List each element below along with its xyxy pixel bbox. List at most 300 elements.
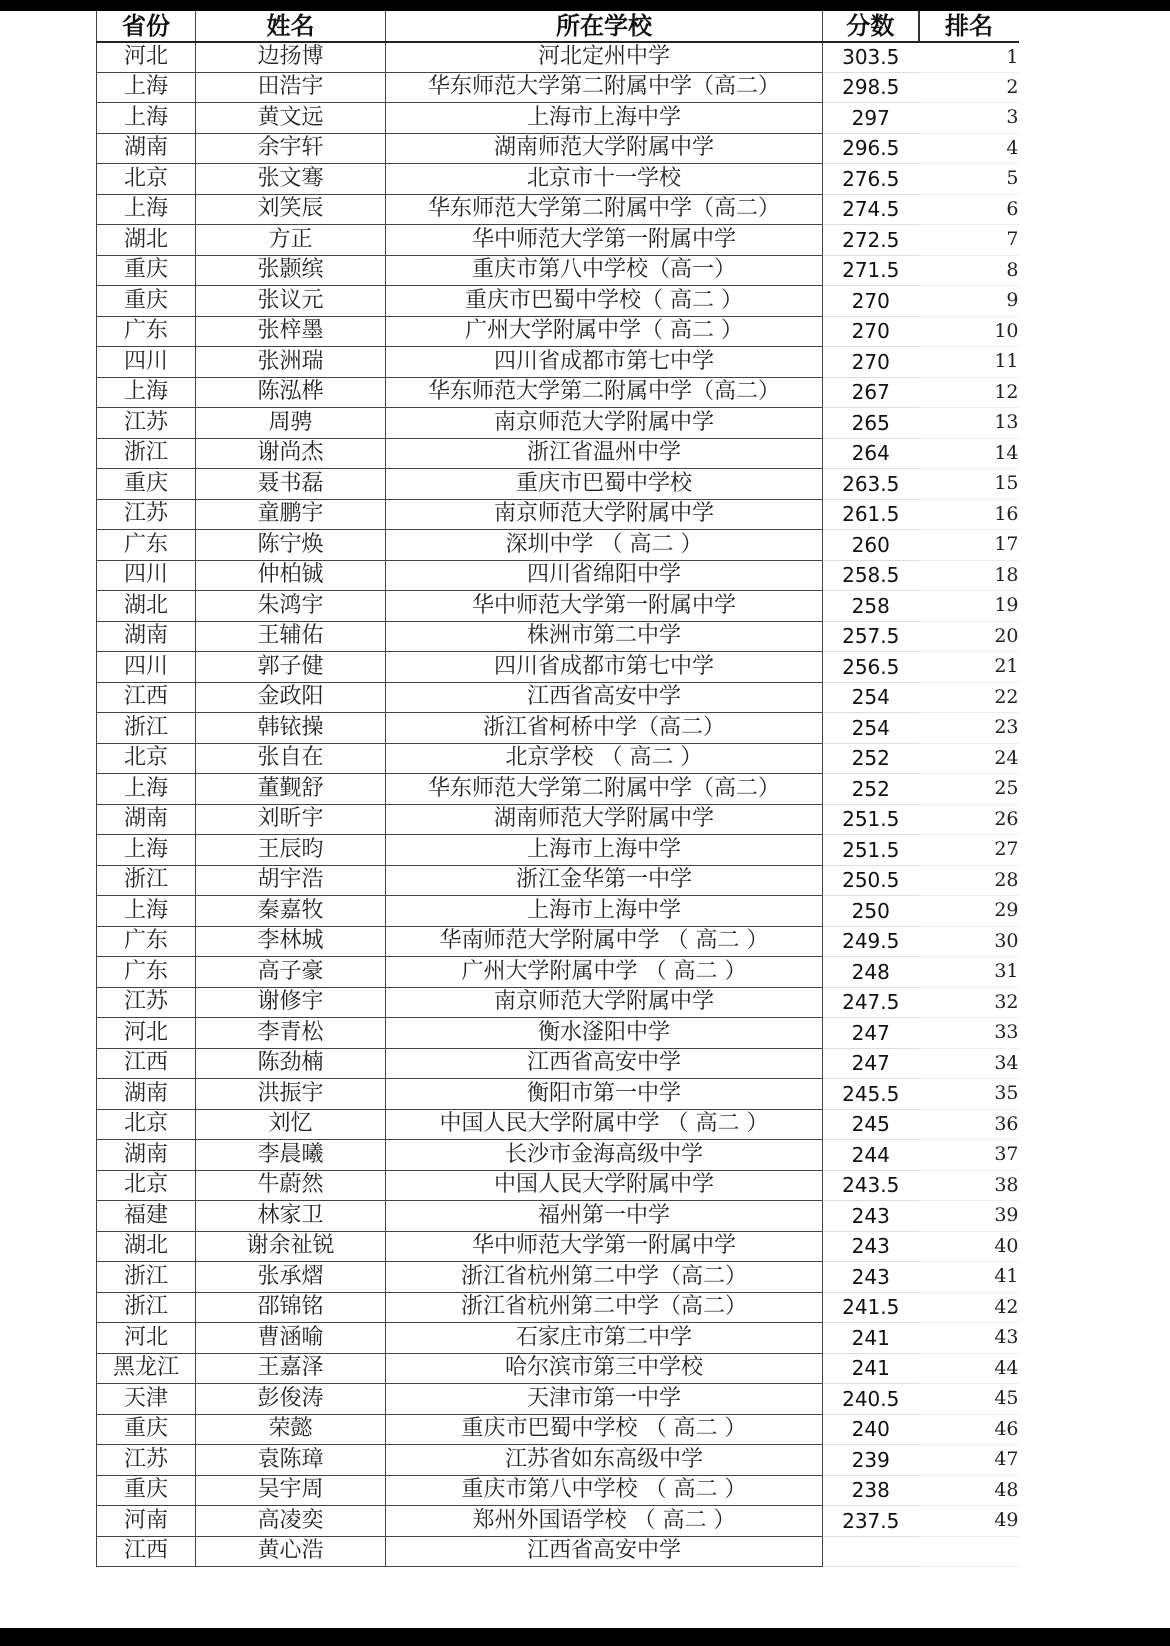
- header-school: 所在学校: [386, 11, 823, 42]
- cell-name: 聂书磊: [196, 469, 386, 500]
- table-row: [97, 133, 1019, 164]
- cell-name: 高子豪: [196, 957, 386, 988]
- cell-name: 秦嘉牧: [196, 896, 386, 927]
- cell-school: 华东师范大学第二附属中学（高二）: [386, 194, 823, 225]
- cell-score: 260: [823, 530, 919, 561]
- cell-province: 重庆: [97, 1475, 196, 1506]
- cell-name: 谢尚杰: [196, 438, 386, 469]
- cell-name: 刘笑辰: [196, 194, 386, 225]
- table-row: [97, 591, 1019, 622]
- cell-rank: 11: [919, 347, 1019, 378]
- cell-school: 深圳中学 （ 高二 ）: [386, 530, 823, 561]
- cell-province: 重庆: [97, 1414, 196, 1445]
- cell-school: 福州第一中学: [386, 1201, 823, 1232]
- cell-score: 252: [823, 743, 919, 774]
- cell-score: 250: [823, 896, 919, 927]
- table-row: [97, 438, 1019, 469]
- cell-school: 浙江省杭州第二中学（高二）: [386, 1262, 823, 1293]
- cell-school: 株洲市第二中学: [386, 621, 823, 652]
- cell-rank: 14: [919, 438, 1019, 469]
- cell-school: 中国人民大学附属中学: [386, 1170, 823, 1201]
- ranking-table: [96, 11, 1019, 1567]
- cell-rank: 8: [919, 255, 1019, 286]
- table-row: [97, 987, 1019, 1018]
- table-row: [97, 347, 1019, 378]
- table-row: [97, 835, 1019, 866]
- cell-province: 上海: [97, 896, 196, 927]
- cell-school: 四川省成都市第七中学: [386, 347, 823, 378]
- cell-score: 243: [823, 1201, 919, 1232]
- cell-province: 重庆: [97, 255, 196, 286]
- cell-score: 270: [823, 286, 919, 317]
- cell-name: 郭子健: [196, 652, 386, 683]
- table-body: [97, 42, 1019, 1567]
- cell-name: 张承熠: [196, 1262, 386, 1293]
- cell-province: 湖南: [97, 804, 196, 835]
- table-row: [97, 652, 1019, 683]
- cell-rank: 5: [919, 164, 1019, 195]
- cell-score: 261.5: [823, 499, 919, 530]
- cell-score: 303.5: [823, 42, 919, 73]
- cell-province: 黑龙江: [97, 1353, 196, 1384]
- cell-name: 黄文远: [196, 103, 386, 134]
- cell-rank: 41: [919, 1262, 1019, 1293]
- cell-rank: 26: [919, 804, 1019, 835]
- cell-province: 湖南: [97, 1140, 196, 1171]
- cell-province: 河北: [97, 42, 196, 73]
- cell-school: 华中师范大学第一附属中学: [386, 225, 823, 256]
- cell-rank: 34: [919, 1048, 1019, 1079]
- cell-province: 上海: [97, 377, 196, 408]
- cell-school: 南京师范大学附属中学: [386, 408, 823, 439]
- cell-school: 郑州外国语学校 （ 高二 ）: [386, 1506, 823, 1537]
- cell-school: 华东师范大学第二附属中学（高二）: [386, 774, 823, 805]
- cell-rank: 17: [919, 530, 1019, 561]
- cell-rank: 25: [919, 774, 1019, 805]
- table-row: [97, 499, 1019, 530]
- cell-rank: 38: [919, 1170, 1019, 1201]
- table-row: [97, 72, 1019, 103]
- table-row: [97, 1262, 1019, 1293]
- table-row: [97, 1109, 1019, 1140]
- table-row: [97, 408, 1019, 439]
- table-row: [97, 225, 1019, 256]
- table-row: [97, 560, 1019, 591]
- cell-name: 童鹏宇: [196, 499, 386, 530]
- cell-province: 广东: [97, 316, 196, 347]
- cell-name: 谢修宇: [196, 987, 386, 1018]
- cell-rank: 15: [919, 469, 1019, 500]
- cell-province: 湖南: [97, 133, 196, 164]
- table-row: [97, 286, 1019, 317]
- cell-score: 258: [823, 591, 919, 622]
- cell-school: 中国人民大学附属中学 （ 高二 ）: [386, 1109, 823, 1140]
- cell-rank: 6: [919, 194, 1019, 225]
- table-row: [97, 865, 1019, 896]
- cell-school: 重庆市第八中学校 （ 高二 ）: [386, 1475, 823, 1506]
- cell-rank: 1: [919, 42, 1019, 73]
- table-row: [97, 469, 1019, 500]
- cell-province: 湖南: [97, 1079, 196, 1110]
- cell-name: 韩铱操: [196, 713, 386, 744]
- cell-province: 福建: [97, 1201, 196, 1232]
- cell-rank: 46: [919, 1414, 1019, 1445]
- cell-score: 270: [823, 347, 919, 378]
- cell-score: 243.5: [823, 1170, 919, 1201]
- header-score: 分数: [823, 11, 919, 42]
- cell-school: 浙江省柯桥中学（高二）: [386, 713, 823, 744]
- cell-school: 长沙市金海高级中学: [386, 1140, 823, 1171]
- cell-score: 254: [823, 713, 919, 744]
- table-row: [97, 1231, 1019, 1262]
- cell-rank: 21: [919, 652, 1019, 683]
- cell-province: 浙江: [97, 713, 196, 744]
- cell-province: 江苏: [97, 499, 196, 530]
- header-rank: 排名: [919, 11, 1019, 42]
- cell-rank: 2: [919, 72, 1019, 103]
- cell-score: 240.5: [823, 1384, 919, 1415]
- table-row: [97, 1170, 1019, 1201]
- cell-name: 曹涵喻: [196, 1323, 386, 1354]
- cell-rank: 16: [919, 499, 1019, 530]
- cell-score: 264: [823, 438, 919, 469]
- cell-school: 华东师范大学第二附属中学（高二）: [386, 72, 823, 103]
- cell-name: 洪振宇: [196, 1079, 386, 1110]
- cell-score: 270: [823, 316, 919, 347]
- cell-school: 江西省高安中学: [386, 682, 823, 713]
- cell-rank: 28: [919, 865, 1019, 896]
- table-row: [97, 1201, 1019, 1232]
- cell-name: 李青松: [196, 1018, 386, 1049]
- cell-province: 浙江: [97, 865, 196, 896]
- table-row: [97, 1536, 1019, 1567]
- cell-rank: 30: [919, 926, 1019, 957]
- cell-name: 刘忆: [196, 1109, 386, 1140]
- cell-rank: 32: [919, 987, 1019, 1018]
- table-row: [97, 42, 1019, 73]
- cell-rank: 13: [919, 408, 1019, 439]
- cell-province: 重庆: [97, 286, 196, 317]
- cell-name: 余宇轩: [196, 133, 386, 164]
- cell-province: 河北: [97, 1018, 196, 1049]
- cell-province: 上海: [97, 72, 196, 103]
- cell-province: 上海: [97, 774, 196, 805]
- cell-score: 249.5: [823, 926, 919, 957]
- cell-school: 广州大学附属中学（ 高二 ）: [386, 316, 823, 347]
- table-header-row: [97, 11, 1019, 42]
- cell-score: 245.5: [823, 1079, 919, 1110]
- cell-school: 上海市上海中学: [386, 835, 823, 866]
- cell-name: 仲柏铖: [196, 560, 386, 591]
- cell-school: 重庆市第八中学校（高一）: [386, 255, 823, 286]
- cell-province: 浙江: [97, 1292, 196, 1323]
- cell-score: 298.5: [823, 72, 919, 103]
- cell-name: 张自在: [196, 743, 386, 774]
- table-row: [97, 1323, 1019, 1354]
- cell-name: 林家卫: [196, 1201, 386, 1232]
- cell-name: 田浩宇: [196, 72, 386, 103]
- bottom-edge-bar: [0, 1628, 1170, 1646]
- cell-school: 南京师范大学附属中学: [386, 499, 823, 530]
- cell-province: 广东: [97, 926, 196, 957]
- cell-province: 湖北: [97, 1231, 196, 1262]
- cell-rank: 19: [919, 591, 1019, 622]
- table-row: [97, 530, 1019, 561]
- cell-rank: 42: [919, 1292, 1019, 1323]
- cell-province: 湖北: [97, 591, 196, 622]
- cell-name: 王辅佑: [196, 621, 386, 652]
- cell-rank: 33: [919, 1018, 1019, 1049]
- cell-school: 上海市上海中学: [386, 896, 823, 927]
- cell-name: 张议元: [196, 286, 386, 317]
- table-row: [97, 926, 1019, 957]
- cell-province: 四川: [97, 560, 196, 591]
- cell-score: 238: [823, 1475, 919, 1506]
- cell-score: 241: [823, 1323, 919, 1354]
- cell-province: 北京: [97, 164, 196, 195]
- cell-school: 浙江省温州中学: [386, 438, 823, 469]
- cell-rank: 20: [919, 621, 1019, 652]
- cell-rank: 35: [919, 1079, 1019, 1110]
- cell-rank: 40: [919, 1231, 1019, 1262]
- table-row: [97, 1140, 1019, 1171]
- cell-rank: 39: [919, 1201, 1019, 1232]
- cell-province: 江西: [97, 1048, 196, 1079]
- table-row: [97, 1414, 1019, 1445]
- cell-school: 江苏省如东高级中学: [386, 1445, 823, 1476]
- cell-name: 陈泓桦: [196, 377, 386, 408]
- cell-province: 广东: [97, 530, 196, 561]
- cell-name: 金政阳: [196, 682, 386, 713]
- cell-name: 张梓墨: [196, 316, 386, 347]
- table-row: [97, 743, 1019, 774]
- cell-name: 王嘉泽: [196, 1353, 386, 1384]
- cell-name: 黄心浩: [196, 1536, 386, 1567]
- cell-name: 方正: [196, 225, 386, 256]
- cell-province: 江苏: [97, 408, 196, 439]
- cell-score: 237.5: [823, 1506, 919, 1537]
- cell-score: 241: [823, 1353, 919, 1384]
- table-row: [97, 103, 1019, 134]
- cell-school: 江西省高安中学: [386, 1536, 823, 1567]
- cell-school: 河北定州中学: [386, 42, 823, 73]
- cell-rank: 45: [919, 1384, 1019, 1415]
- table-row: [97, 1018, 1019, 1049]
- cell-rank: 27: [919, 835, 1019, 866]
- cell-school: 重庆市巴蜀中学校 （ 高二 ）: [386, 1414, 823, 1445]
- cell-rank: 3: [919, 103, 1019, 134]
- cell-rank: 31: [919, 957, 1019, 988]
- cell-school: 华中师范大学第一附属中学: [386, 1231, 823, 1262]
- cell-province: 湖南: [97, 621, 196, 652]
- cell-name: 张颢缤: [196, 255, 386, 286]
- cell-name: 陈劲楠: [196, 1048, 386, 1079]
- table-row: [97, 194, 1019, 225]
- cell-score: 252: [823, 774, 919, 805]
- table-row: [97, 621, 1019, 652]
- cell-score: 297: [823, 103, 919, 134]
- cell-rank: 48: [919, 1475, 1019, 1506]
- cell-name: 李晨曦: [196, 1140, 386, 1171]
- cell-score: 251.5: [823, 835, 919, 866]
- table-row: [97, 1506, 1019, 1537]
- cell-province: 浙江: [97, 438, 196, 469]
- cell-province: 上海: [97, 103, 196, 134]
- cell-score: 243: [823, 1262, 919, 1293]
- cell-name: 吴宇周: [196, 1475, 386, 1506]
- cell-school: 浙江省杭州第二中学（高二）: [386, 1292, 823, 1323]
- table-row: [97, 316, 1019, 347]
- cell-name: 袁陈璋: [196, 1445, 386, 1476]
- cell-rank: 43: [919, 1323, 1019, 1354]
- cell-name: 谢余祉锐: [196, 1231, 386, 1262]
- cell-province: 江西: [97, 682, 196, 713]
- cell-name: 董觐舒: [196, 774, 386, 805]
- table-row: [97, 682, 1019, 713]
- cell-name: 边扬博: [196, 42, 386, 73]
- cell-score: 263.5: [823, 469, 919, 500]
- table-row: [97, 1048, 1019, 1079]
- cell-rank: 18: [919, 560, 1019, 591]
- cell-score: 245: [823, 1109, 919, 1140]
- cell-name: 牛蔚然: [196, 1170, 386, 1201]
- top-edge-bar: [0, 0, 1170, 11]
- table-row: [97, 713, 1019, 744]
- cell-province: 河南: [97, 1506, 196, 1537]
- cell-school: 四川省成都市第七中学: [386, 652, 823, 683]
- cell-score: 241.5: [823, 1292, 919, 1323]
- cell-school: 广州大学附属中学 （ 高二 ）: [386, 957, 823, 988]
- cell-score: 247: [823, 1048, 919, 1079]
- cell-school: 南京师范大学附属中学: [386, 987, 823, 1018]
- table-row: [97, 957, 1019, 988]
- cell-rank: 24: [919, 743, 1019, 774]
- cell-name: 刘昕宇: [196, 804, 386, 835]
- cell-rank: [919, 1536, 1019, 1567]
- table-row: [97, 255, 1019, 286]
- cell-score: 243: [823, 1231, 919, 1262]
- cell-school: 石家庄市第二中学: [386, 1323, 823, 1354]
- cell-province: 广东: [97, 957, 196, 988]
- cell-rank: 49: [919, 1506, 1019, 1537]
- cell-school: 天津市第一中学: [386, 1384, 823, 1415]
- cell-school: 重庆市巴蜀中学校: [386, 469, 823, 500]
- cell-province: 北京: [97, 1109, 196, 1140]
- cell-province: 北京: [97, 743, 196, 774]
- table-row: [97, 1445, 1019, 1476]
- table-row: [97, 1384, 1019, 1415]
- cell-school: 四川省绵阳中学: [386, 560, 823, 591]
- cell-province: 北京: [97, 1170, 196, 1201]
- cell-rank: 23: [919, 713, 1019, 744]
- cell-name: 陈宁焕: [196, 530, 386, 561]
- cell-rank: 22: [919, 682, 1019, 713]
- cell-score: 248: [823, 957, 919, 988]
- cell-school: 哈尔滨市第三中学校: [386, 1353, 823, 1384]
- cell-school: 浙江金华第一中学: [386, 865, 823, 896]
- cell-province: 江苏: [97, 987, 196, 1018]
- cell-province: 四川: [97, 347, 196, 378]
- table-row: [97, 804, 1019, 835]
- cell-score: 251.5: [823, 804, 919, 835]
- cell-score: 257.5: [823, 621, 919, 652]
- cell-school: 华中师范大学第一附属中学: [386, 591, 823, 622]
- cell-score: 250.5: [823, 865, 919, 896]
- cell-score: 265: [823, 408, 919, 439]
- cell-province: 浙江: [97, 1262, 196, 1293]
- cell-rank: 4: [919, 133, 1019, 164]
- header-name: 姓名: [196, 11, 386, 42]
- cell-name: 胡宇浩: [196, 865, 386, 896]
- cell-school: 湖南师范大学附属中学: [386, 133, 823, 164]
- table-row: [97, 1475, 1019, 1506]
- cell-province: 重庆: [97, 469, 196, 500]
- cell-score: 244: [823, 1140, 919, 1171]
- cell-school: 衡水滏阳中学: [386, 1018, 823, 1049]
- cell-score: 258.5: [823, 560, 919, 591]
- cell-rank: 7: [919, 225, 1019, 256]
- table-row: [97, 1353, 1019, 1384]
- table-row: [97, 774, 1019, 805]
- cell-province: 湖北: [97, 225, 196, 256]
- cell-score: 254: [823, 682, 919, 713]
- cell-province: 四川: [97, 652, 196, 683]
- cell-score: 240: [823, 1414, 919, 1445]
- cell-name: 邵锦铭: [196, 1292, 386, 1323]
- cell-rank: 9: [919, 286, 1019, 317]
- cell-rank: 37: [919, 1140, 1019, 1171]
- header-province: 省份: [97, 11, 196, 42]
- cell-province: 上海: [97, 194, 196, 225]
- cell-rank: 29: [919, 896, 1019, 927]
- cell-province: 江西: [97, 1536, 196, 1567]
- table-row: [97, 1292, 1019, 1323]
- cell-rank: 10: [919, 316, 1019, 347]
- cell-name: 李林城: [196, 926, 386, 957]
- cell-score: 272.5: [823, 225, 919, 256]
- cell-name: 朱鸿宇: [196, 591, 386, 622]
- cell-school: 江西省高安中学: [386, 1048, 823, 1079]
- table-row: [97, 1079, 1019, 1110]
- cell-province: 天津: [97, 1384, 196, 1415]
- cell-rank: 12: [919, 377, 1019, 408]
- cell-province: 江苏: [97, 1445, 196, 1476]
- cell-score: 296.5: [823, 133, 919, 164]
- cell-school: 北京市十一学校: [386, 164, 823, 195]
- cell-name: 周骋: [196, 408, 386, 439]
- cell-name: 彭俊涛: [196, 1384, 386, 1415]
- cell-score: 239: [823, 1445, 919, 1476]
- cell-name: 王辰昀: [196, 835, 386, 866]
- cell-province: 上海: [97, 835, 196, 866]
- cell-name: 高凌奕: [196, 1506, 386, 1537]
- cell-score: [823, 1536, 919, 1567]
- cell-school: 华东师范大学第二附属中学（高二）: [386, 377, 823, 408]
- cell-score: 276.5: [823, 164, 919, 195]
- cell-rank: 36: [919, 1109, 1019, 1140]
- cell-score: 271.5: [823, 255, 919, 286]
- cell-school: 上海市上海中学: [386, 103, 823, 134]
- cell-name: 荣懿: [196, 1414, 386, 1445]
- cell-name: 张洲瑞: [196, 347, 386, 378]
- cell-school: 湖南师范大学附属中学: [386, 804, 823, 835]
- cell-rank: 44: [919, 1353, 1019, 1384]
- cell-score: 274.5: [823, 194, 919, 225]
- table-row: [97, 377, 1019, 408]
- cell-score: 256.5: [823, 652, 919, 683]
- cell-school: 华南师范大学附属中学 （ 高二 ）: [386, 926, 823, 957]
- cell-school: 重庆市巴蜀中学校（ 高二 ）: [386, 286, 823, 317]
